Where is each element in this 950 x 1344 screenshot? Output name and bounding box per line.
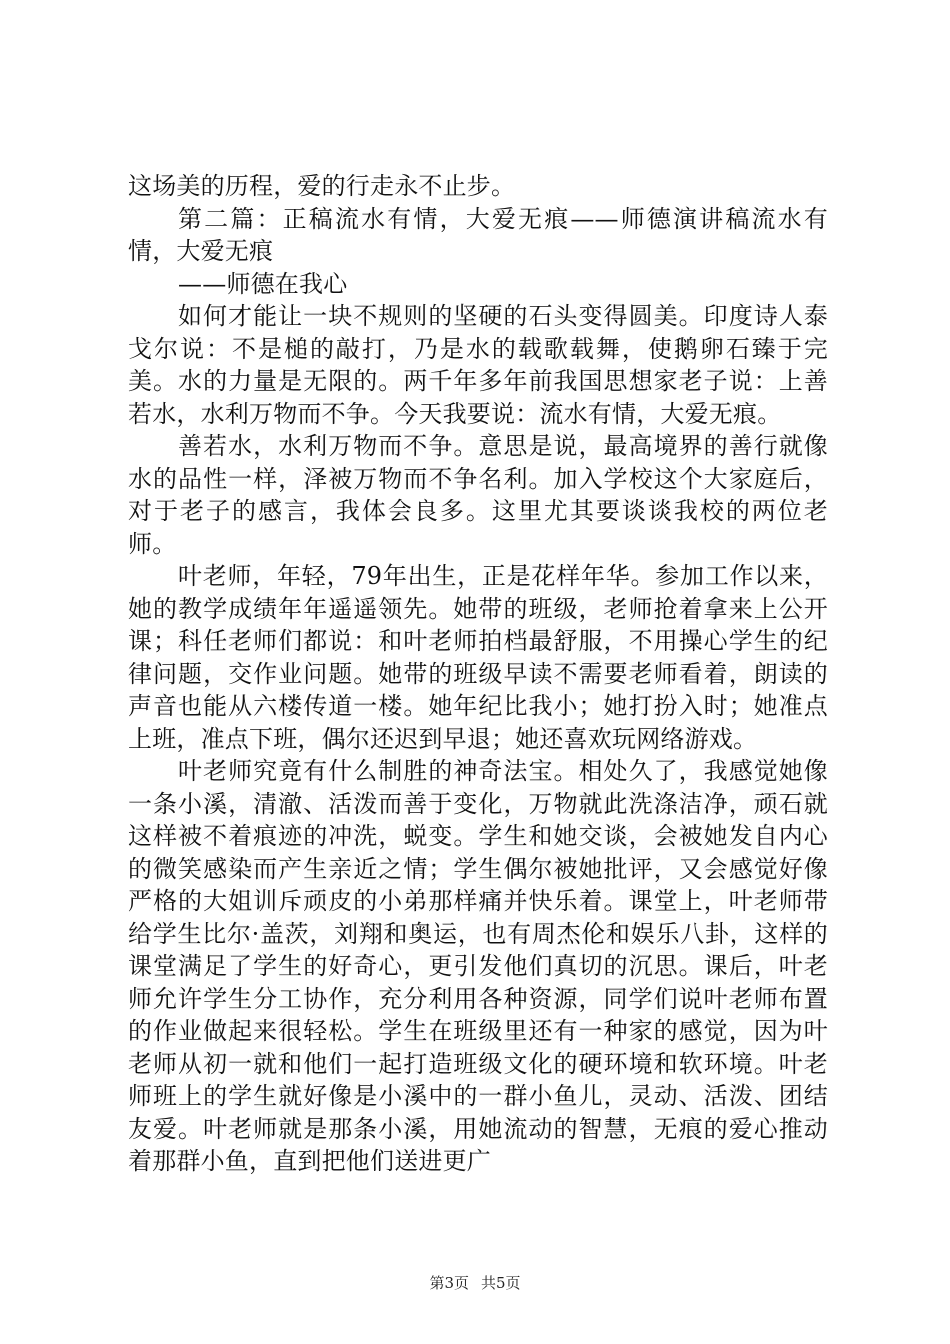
- page-number: 第3页: [429, 1274, 469, 1292]
- paragraph-section-title: 第二篇：正稿流水有情，大爱无痕——师德演讲稿流水有情，大爱无痕: [128, 204, 828, 265]
- paragraph-subtitle: ——师德在我心: [178, 269, 348, 298]
- paragraph-teacher-ye: 叶老师，年轻，79年出生，正是花样年华。参加工作以来，她的教学成绩年年遥遥领先。她带的班级，老师抢着拿来上公开课；科任老师们都说：和叶老师拍档最舒服，不用操心学生的纪律问题，交作业问题。她带的班级早读不需要老师看着，朗读的声音也能从六楼传道一楼。她年纪比我小；她打扮入时；她准点上班，准点下班，偶尔还迟到早退；她还喜欢玩网络游戏。: [128, 562, 828, 753]
- document-body: [128, 170, 828, 1178]
- page-footer: [0, 1272, 950, 1293]
- page-total: 共5页: [481, 1274, 521, 1292]
- paragraph-closing-line: 这场美的历程，爱的行走永不止步。: [128, 172, 516, 200]
- paragraph-laozi: 善若水，水利万物而不争。意思是说，最高境界的善行就像水的品性一样，泽被万物而不争名利。加入学校这个大家庭后，对于老子的感言，我体会良多。这里尤其要谈谈我校的两位老师。: [128, 432, 828, 558]
- paragraph-intro: 如何才能让一块不规则的坚硬的石头变得圆美。印度诗人泰戈尔说：不是槌的敲打，乃是水的载歌载舞，使鹅卵石臻于完美。水的力量是无限的。两千年多年前我国思想家老子说：上善若水，水利万物而不争。今天我要说：流水有情，大爱无痕。: [128, 302, 828, 428]
- paragraph-teacher-ye-method: 叶老师究竟有什么制胜的神奇法宝。相处久了，我感觉她像一条小溪，清澈、活泼而善于变化，万物就此洗涤洁净，顽石就这样被不着痕迹的冲洗，蜕变。学生和她交谈，会被她发自内心的微笑感染而产生亲近之情；学生偶尔被她批评，又会感觉好像严格的大姐训斥顽皮的小弟那样痛并快乐着。课堂上，叶老师带给学生比尔·盖茨，刘翔和奥运，也有周杰伦和娱乐八卦，这样的课堂满足了学生的好奇心，更引发他们真切的沉思。课后，叶老师允许学生分工协作，充分利用各种资源，同学们说叶老师布置的作业做起来很轻松。学生在班级里还有一种家的感觉，因为叶老师从初一就和他们一起打造班级文化的硬环境和软环境。叶老师班上的学生就好像是小溪中的一群小鱼儿，灵动、活泼、团结友爱。叶老师就是那条小溪，用她流动的智慧，无痕的爱心推动着那群小鱼，直到把他们送进更广: [128, 757, 828, 1175]
